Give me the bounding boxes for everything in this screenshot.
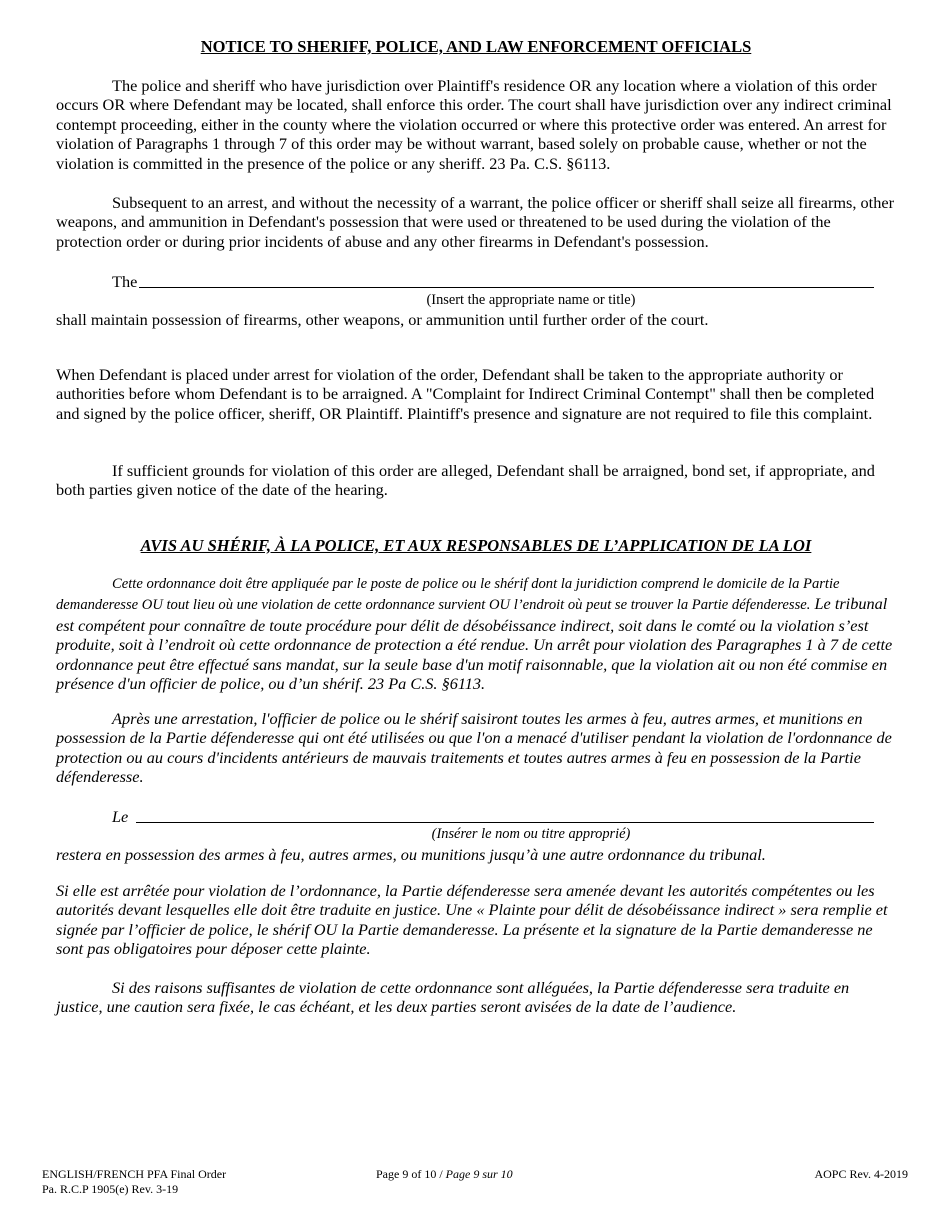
english-signature-label: The: [112, 272, 138, 291]
french-possession-paragraph: restera en possession des armes à feu, autres armes, ou munitions jusqu’à une autre ordonnance du tribunal.: [56, 845, 766, 864]
english-enforcement-paragraph: The police and sheriff who have jurisdiction over Plaintiff's residence OR any location where a violation of this order occurs OR where Defendant may be located, shall enforce this order. The court shall have jurisdiction over any indirect criminal contempt proceeding, either in the county where the violation occurred or where this protective order was entered. An arrest for violation of Paragraphs 1 through 7 of this order may be without warrant, based solely on probable cause, whether or not the violation is committed in the presence of the police or any sheriff. 23 Pa. C.S. §6113.: [56, 76, 892, 173]
french-enforcement-paragraph: [56, 573, 896, 693]
french-signature-caption: (Insérer le nom ou titre approprié): [431, 826, 631, 842]
footer-rule: Pa. R.C.P 1905(e) Rev. 3-19: [42, 1181, 179, 1196]
english-arrest-paragraph: When Defendant is placed under arrest for violation of the order, Defendant shall be taken to the appropriate authority or authorities before whom Defendant is to be arraigned. A "Complaint for Indirect Criminal Contempt" shall then be completed and signed by the police officer, sheriff, OR Plaintiff. Plaintiff's presence and signature are not required to file this complaint.: [56, 365, 875, 423]
english-signature-line: [139, 271, 874, 288]
english-arraignment-paragraph: If sufficient grounds for violation of this order are alleged, Defendant shall be arraigned, bond set, if appropriate, and both parties given notice of the date of the hearing.: [56, 461, 875, 500]
french-enforcement-intro: Cette ordonnance doit être appliquée par le poste de police ou le shérif dont la juridiction comprend le domicile de la Partie demanderesse OU tout lieu où une violation de cette ordonnance survient OU l’endroit où peut se trouver la Partie défenderesse.: [56, 576, 840, 614]
french-arraignment-paragraph: Si des raisons suffisantes de violation de cette ordonnance sont alléguées, la Partie défenderesse sera traduite en justice, une caution sera fixée, le cas échéant, et les deux parties seront avisées de la date de l’audience.: [56, 978, 850, 1017]
english-signature-caption: (Insert the appropriate name or title): [426, 292, 636, 308]
footer-revision: AOPC Rev. 4-2019: [814, 1167, 908, 1181]
french-notice-title: AVIS AU SHÉRIF, À LA POLICE, ET AUX RESPONSABLES DE L’APPLICATION DE LA LOI: [140, 536, 812, 555]
footer-page-english: Page 9 of 10 /: [376, 1167, 446, 1181]
english-signature-row: [112, 271, 874, 291]
footer-form-name: ENGLISH/FRENCH PFA Final Order: [42, 1167, 227, 1181]
french-seizure-paragraph: Après une arrestation, l'officier de police ou le shérif saisiront toutes les armes à feu, autres armes, et munitions en possession de la Partie défenderesse qui ont été utilisées ou que l'on a menacé d'utiliser pendant la violation de l'ordonnance de protection ou au cours d'incidents antérieurs de mauvais traitements et toutes autres armes à feu en possession de la Partie défenderesse.: [56, 709, 892, 787]
french-signature-line: [136, 806, 874, 823]
english-possession-paragraph: shall maintain possession of firearms, other weapons, or ammunition until further order of the court.: [56, 310, 709, 329]
footer-form-info: [42, 1167, 226, 1196]
french-enforcement-rest: Le tribunal est compétent pour connaître de toute procédure pour délit de désobéissance indirect, soit dans le comté ou la violation s’est produite, soit à l’endroit où cette ordonnance de protection a été rendue. Un arrêt pour violation des Paragraphes 1 à 7 de cette ordonnance peut être effectué sans mandat, sur la seule base d'un motif raisonnable, que la violation ait ou non été commise en présence d'un officier de police, ou d’un shérif. 23 Pa C.S. §6113.: [56, 594, 893, 694]
french-signature-label: Le: [112, 807, 129, 826]
english-notice-title: NOTICE TO SHERIFF, POLICE, AND LAW ENFORCEMENT OFFICIALS: [200, 37, 752, 56]
french-arrest-paragraph: Si elle est arrêtée pour violation de l’ordonnance, la Partie défenderesse sera amenée devant les autorités compétentes ou les autorités devant lesquelles elle doit être traduite en justice. Une « Plainte pour délit de désobéissance indirect » sera remplie et signée par l’officier de police, le shérif OU la Partie demanderesse. La présente et la signature de la Partie demanderesse ne sont pas obligatoires pour déposer cette plainte.: [56, 881, 888, 959]
footer-page-french: Page 9 sur 10: [445, 1167, 513, 1181]
french-signature-row: [112, 806, 874, 826]
english-seizure-paragraph: Subsequent to an arrest, and without the necessity of a warrant, the police officer or sheriff shall seize all firearms, other weapons, and ammunition in Defendant's possession that were used or threatened to be used during the violation of the protection order or during prior incidents of abuse and any other firearms in Defendant's possession.: [56, 193, 894, 251]
footer-page-number: [376, 1167, 513, 1182]
